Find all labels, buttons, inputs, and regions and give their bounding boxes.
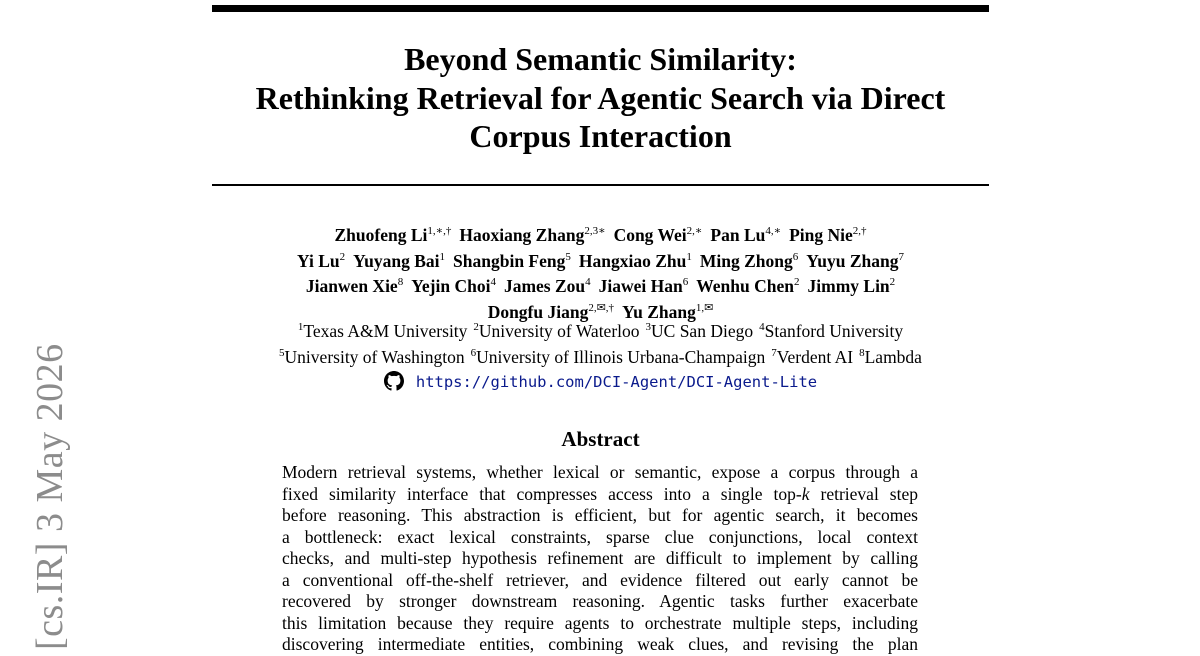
author-name: Wenhu Chen bbox=[696, 276, 794, 296]
author bbox=[710, 225, 781, 245]
abstract-text: recovered by stronger downstream reasoning. Agentic tasks further exacerbate bbox=[282, 591, 918, 611]
author-affiliation-mark: 2,3∗ bbox=[584, 225, 606, 237]
github-link-row bbox=[212, 371, 989, 394]
title-line: Corpus Interaction bbox=[469, 118, 732, 154]
author bbox=[353, 251, 445, 271]
affiliation-number: 6 bbox=[470, 346, 477, 359]
author-affiliation-mark: 2,✉,† bbox=[588, 301, 615, 314]
abstract-line bbox=[282, 505, 918, 527]
author bbox=[297, 251, 345, 271]
author bbox=[453, 251, 571, 271]
author-name: Ping Nie bbox=[789, 225, 853, 245]
author-name: Pan Lu bbox=[710, 225, 766, 245]
author-list bbox=[212, 224, 989, 326]
affiliation bbox=[646, 321, 754, 341]
abstract-line bbox=[282, 634, 918, 656]
affiliation bbox=[471, 347, 766, 367]
author-line bbox=[212, 250, 989, 276]
abstract-text: fixed similarity interface that compresses access into a single top- bbox=[282, 483, 802, 504]
affiliation-name: Stanford University bbox=[764, 321, 904, 341]
affiliation-number: 3 bbox=[645, 321, 652, 333]
affiliation-number: 8 bbox=[859, 346, 865, 359]
author-name: Yi Lu bbox=[296, 250, 340, 271]
affiliation-name: Texas A&M University bbox=[303, 321, 468, 341]
affiliation-number: 7 bbox=[771, 346, 777, 359]
abstract-text: retrieval step bbox=[809, 483, 918, 504]
author-affiliation-mark: 1 bbox=[686, 250, 692, 263]
author-affiliation-mark: 2 bbox=[794, 276, 800, 288]
abstract-text: before reasoning. This abstraction is efficient, but for agentic search, it becomes bbox=[282, 505, 918, 525]
affiliation bbox=[859, 347, 922, 367]
arxiv-stamp bbox=[30, 340, 70, 650]
author-affiliation-mark: 6 bbox=[682, 276, 689, 288]
author-affiliation-mark: 1 bbox=[439, 250, 446, 263]
author bbox=[579, 251, 692, 271]
author-affiliation-mark: 1,✉ bbox=[695, 301, 714, 314]
arxiv-stamp-text: [cs.IR] 3 May 2026 bbox=[29, 343, 71, 650]
author-name: James Zou bbox=[503, 276, 586, 296]
author-affiliation-mark: 4,∗ bbox=[765, 225, 782, 237]
author-name: Zhuofeng Li bbox=[334, 225, 428, 245]
affiliation bbox=[298, 321, 468, 341]
affiliation-number: 4 bbox=[759, 321, 765, 333]
abstract-line bbox=[282, 613, 918, 635]
title-rule bbox=[212, 184, 989, 186]
author bbox=[789, 225, 866, 245]
title-line: Rethinking Retrieval for Agentic Search via Direct bbox=[255, 79, 946, 116]
author bbox=[334, 225, 451, 245]
affiliation-name: UC San Diego bbox=[651, 321, 754, 341]
author-name: Jianwen Xie bbox=[305, 276, 398, 296]
paper-title bbox=[212, 40, 989, 156]
abstract-line bbox=[282, 462, 918, 484]
abstract-text: a bottleneck: exact lexical constraints, sparse clue conjunctions, local context bbox=[282, 526, 918, 547]
author bbox=[622, 302, 713, 322]
title-line: Beyond Semantic Similarity: bbox=[404, 41, 797, 77]
author-affiliation-mark: 7 bbox=[898, 250, 904, 263]
author-name: Yuyang Bai bbox=[353, 250, 440, 271]
author bbox=[411, 276, 496, 296]
author-name: Yejin Choi bbox=[411, 276, 491, 296]
author-line bbox=[212, 275, 989, 301]
abstract-line bbox=[282, 548, 918, 570]
affiliation-name: University of Waterloo bbox=[478, 321, 640, 341]
abstract-text: discovering intermediate entities, combining weak clues, and revising the plan bbox=[282, 634, 918, 654]
author-name: Dongfu Jiang bbox=[487, 301, 589, 322]
author-affiliation-mark: 4 bbox=[585, 276, 591, 288]
affiliation-name: University of Washington bbox=[284, 346, 465, 367]
affiliation bbox=[473, 321, 639, 341]
author bbox=[700, 251, 798, 271]
affiliation-name: Verdent AI bbox=[776, 346, 854, 367]
abstract-line bbox=[282, 591, 918, 613]
math-variable: k bbox=[801, 483, 810, 504]
author bbox=[696, 276, 799, 296]
abstract-line bbox=[282, 484, 918, 506]
author-name: Haoxiang Zhang bbox=[459, 225, 585, 245]
author bbox=[614, 225, 703, 245]
github-icon bbox=[384, 371, 404, 391]
author bbox=[459, 225, 605, 245]
author-affiliation-mark: 6 bbox=[792, 250, 799, 263]
author bbox=[504, 276, 591, 296]
affiliation-number: 1 bbox=[297, 321, 304, 333]
abstract-text: a conventional off-the-shelf retriever, and evidence filtered out early cannot be bbox=[282, 569, 918, 590]
author-affiliation-mark: 2,∗ bbox=[686, 225, 703, 237]
affiliation bbox=[279, 347, 465, 367]
abstract-body bbox=[282, 462, 918, 656]
affiliation-line bbox=[212, 346, 989, 372]
abstract-text: this limitation because they require agents to orchestrate multiple steps, including bbox=[282, 612, 918, 633]
author-name: Yuyu Zhang bbox=[806, 250, 899, 271]
author-name: Ming Zhong bbox=[699, 250, 793, 271]
author-name: Jiawei Han bbox=[598, 276, 683, 296]
author bbox=[488, 302, 614, 322]
author-name: Cong Wei bbox=[613, 225, 687, 245]
top-rule bbox=[212, 5, 989, 12]
author-affiliation-mark: 4 bbox=[490, 276, 496, 288]
author bbox=[806, 251, 904, 271]
author-affiliation-mark: 2,† bbox=[852, 225, 867, 237]
author-name: Jimmy Lin bbox=[807, 276, 890, 296]
author-line bbox=[212, 224, 989, 250]
author-affiliation-mark: 2 bbox=[889, 276, 896, 288]
abstract-line bbox=[282, 527, 918, 549]
affiliation-list bbox=[212, 320, 989, 371]
author-name: Yu Zhang bbox=[622, 301, 696, 322]
author-affiliation-mark: 8 bbox=[397, 276, 404, 288]
abstract-text: Modern retrieval systems, whether lexical or semantic, expose a corpus through a bbox=[282, 462, 918, 482]
author bbox=[306, 276, 403, 296]
author-name: Shangbin Feng bbox=[453, 250, 566, 271]
abstract-text: checks, and multi-step hypothesis refinement are difficult to implement by calling bbox=[282, 548, 918, 568]
affiliation-line bbox=[212, 320, 989, 346]
abstract-heading: Abstract bbox=[561, 427, 640, 451]
author-affiliation-mark: 1,∗,† bbox=[427, 225, 452, 237]
affiliation-number: 2 bbox=[473, 321, 479, 333]
affiliation-name: University of Illinois Urbana-Champaign bbox=[476, 346, 766, 367]
author-affiliation-mark: 2 bbox=[339, 250, 346, 263]
author-name: Hangxiao Zhu bbox=[578, 250, 687, 271]
affiliation bbox=[759, 321, 903, 341]
affiliation bbox=[771, 347, 853, 367]
author bbox=[599, 276, 689, 296]
author-affiliation-mark: 5 bbox=[565, 250, 571, 263]
github-url-link[interactable]: https://github.com/DCI-Agent/DCI-Agent-Lite bbox=[415, 373, 818, 391]
author bbox=[808, 276, 896, 296]
affiliation-number: 5 bbox=[279, 346, 285, 359]
abstract-line bbox=[282, 570, 918, 592]
affiliation-name: Lambda bbox=[864, 346, 922, 367]
